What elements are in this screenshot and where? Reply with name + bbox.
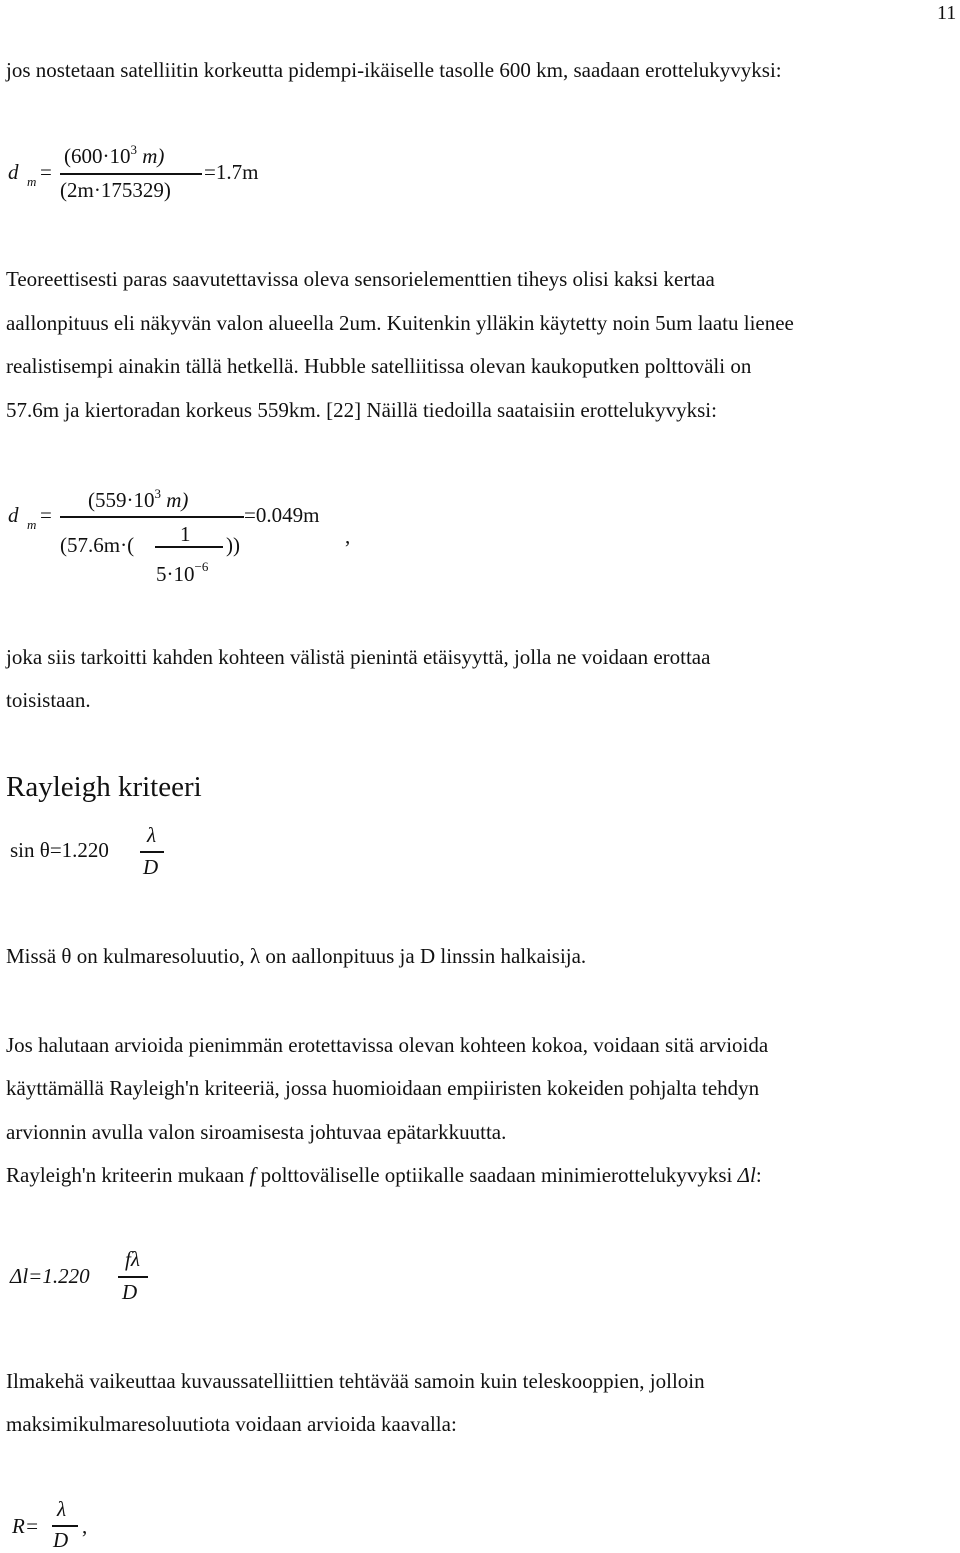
eq2-lhs-sub: m [27,517,37,532]
eq2-inner-num: 1 [180,522,191,546]
paragraph-line: realistisempi ainakin tällä hetkellä. Hubble satelliitissa olevan kaukoputken polttoväli on [6,354,752,378]
eq4-fraction-bar [118,1276,148,1278]
paragraph-line: toisistaan. [6,688,91,712]
eq5-fraction-bar [52,1525,78,1527]
eq2-inner-den: $5\cdot 10^{-6}$ [156,559,209,586]
eq1-numerator: ($600\cdot 10^3$ m) [64,142,165,168]
eq2-inner-fraction-bar [155,546,223,548]
eq5-numerator: λ [57,1497,67,1521]
eq5-lhs: R= [12,1514,39,1538]
paragraph-line: Jos halutaan arvioida pienimmän erotettavissa olevan kohteen kokoa, voidaan sitä arvioida [6,1033,769,1057]
page-number: 11 [937,2,957,24]
eq5-denominator: D [53,1528,69,1552]
eq3-numerator: λ [147,823,157,847]
paragraph-line: käyttämällä Rayleigh'n kriteeriä, jossa huomioidaan empiiristen kokeiden pohjalta tehdyn [6,1076,760,1100]
eq1-lhs-d: d [8,160,19,184]
eq3-lhs: sin θ=1.220 [10,838,109,862]
eq4-lhs: Δl=1.220 [10,1264,90,1288]
eq1-denominator: (2m·175329) [60,178,171,202]
paragraph-line: aallonpituus eli näkyvän valon alueella 2um. Kuitenkin ylläkin käytetty noin 5um laatu lienee [6,311,794,335]
paragraph-definitions: Missä θ on kulmaresoluutio, λ on aallonpituus ja D linssin halkaisija. [6,944,587,968]
eq5-comma: , [82,1514,88,1538]
paragraph-line: maksimikulmaresoluutiota voidaan arvioida kaavalla: [6,1412,457,1436]
eq1-fraction-bar [60,173,202,175]
paragraph-line: Ilmakehä vaikeuttaa kuvaussatelliittien tehtävää samoin kuin teleskooppien, jolloin [6,1369,705,1393]
eq2-fraction-bar [60,516,244,518]
eq2-numerator: ($559\cdot 10^3$ m) [88,486,189,512]
eq2-den-b: )) [226,533,240,557]
section-heading-rayleigh: Rayleigh kriteeri [6,771,202,803]
paragraph-line: 57.6m ja kiertoradan korkeus 559km. [22] Näillä tiedoilla saataisiin erottelukyvyksi: [6,398,717,422]
eq1-equals: = [40,160,52,184]
eq2-equals: = [40,503,52,527]
paragraph-line: joka siis tarkoitti kahden kohteen välistä pienintä etäisyyttä, jolla ne voidaan erottaa [6,645,711,669]
eq4-denominator: D [122,1280,138,1304]
eq2-comma: , [345,524,351,548]
paragraph-line: arvionnin avulla valon siroamisesta johtuvaa epätarkkuutta. [6,1120,507,1144]
eq2-den-a: (57.6m·( [60,533,135,557]
paragraph-line: Teoreettisesti paras saavutettavissa oleva sensorielementtien tiheys olisi kaksi kertaa [6,267,715,291]
eq3-fraction-bar [140,851,164,853]
eq2-result: =0.049m [244,503,320,527]
eq4-numerator: fλ [125,1247,140,1271]
eq1-lhs-sub: m [27,174,37,189]
paragraph-intro: jos nostetaan satelliitin korkeutta pidempi-ikäiselle tasolle 600 km, saadaan erottelukyvyksi: [6,58,782,82]
eq3-denominator: D [143,855,159,879]
paragraph-rayleigh-focal: Rayleigh'n kriteerin mukaan f polttoväliselle optiikalle saadaan minimierottelukyvyksi Δl: [6,1163,762,1187]
eq1-result: =1.7m [204,160,259,184]
eq2-lhs-d: d [8,503,19,527]
